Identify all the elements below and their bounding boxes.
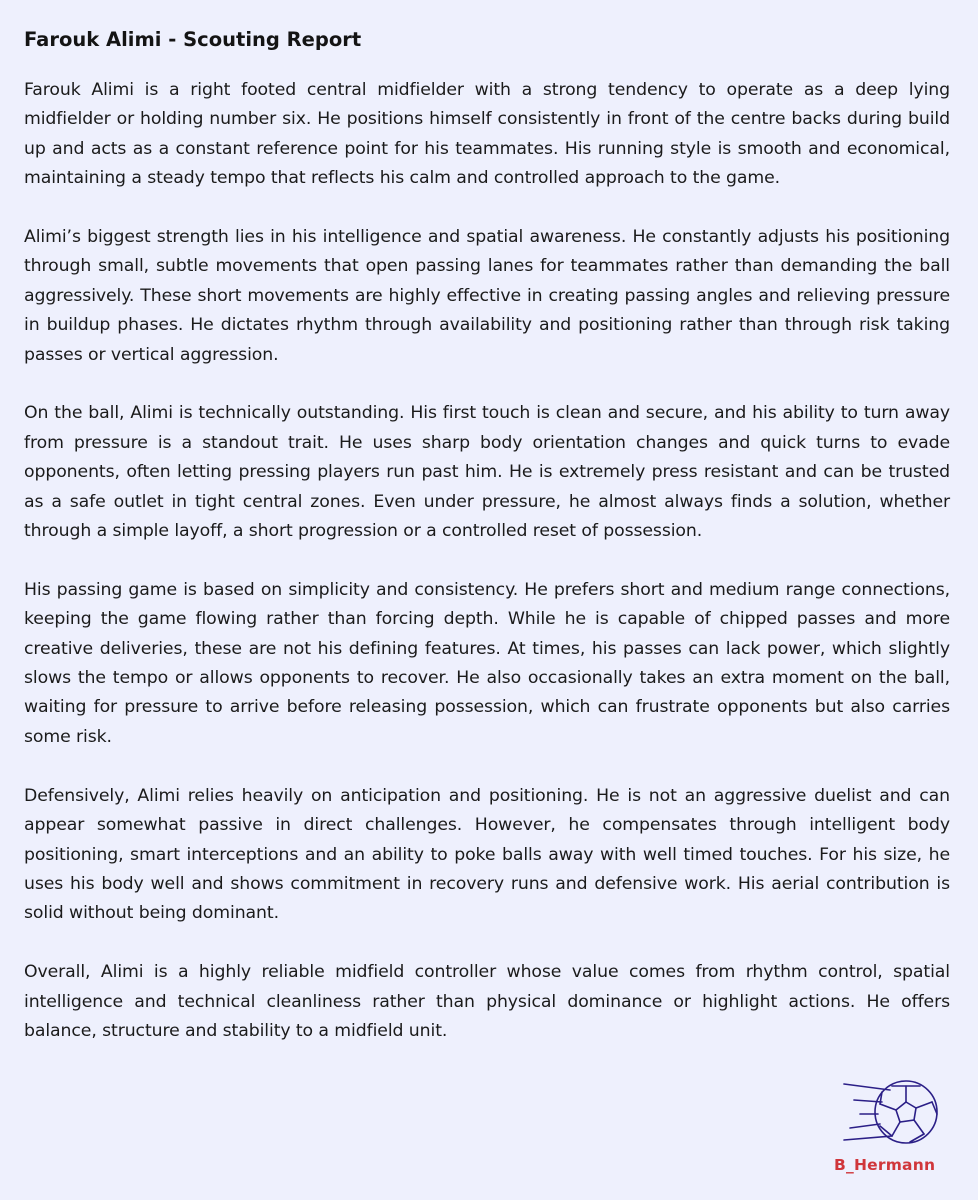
author-logo	[832, 1078, 947, 1178]
paragraph-overall: Overall, Alimi is a highly reliable midfield controller whose value comes from rhythm control, spatial intelligence and technical cleanliness rather than physical dominance or highlight actions. He offers balance, structure and stability to a midfield unit.	[24, 962, 950, 1041]
soccer-ball-icon	[840, 1078, 950, 1150]
paragraph-defending: Defensively, Alimi relies heavily on anticipation and positioning. He is not an aggressive duelist and can appear somewhat passive in direct challenges. However, he compensates through intelligent body positioning, smart interceptions and an ability to poke balls away with well timed touches. For his size, he uses his body well and shows commitment in recovery runs and defensive work. His aerial contribution is solid without being dominant.	[24, 785, 950, 924]
report-title: Farouk Alimi - Scouting Report	[24, 28, 362, 51]
paragraph-intelligence: Alimi’s biggest strength lies in his intelligence and spatial awareness. He constantly adjusts his positioning through small, subtle movements that open passing lanes for teammates rather than demanding the ball aggressively. These short movements are highly effective in creating passing angles and relieving pressure in buildup phases. He dictates rhythm through availability and positioning rather than through risk taking passes or vertical aggression.	[24, 227, 950, 365]
paragraph-on-ball: On the ball, Alimi is technically outstanding. His first touch is clean and secure, and his ability to turn away from pressure is a standout trait. He uses sharp body orientation changes and quick turns to evade opponents, often letting pressing players run past him. He is extremely press resistant and can be trusted as a safe outlet in tight central zones. Even under pressure, he almost always finds a solution, whether through a simple layoff, a short progression or a controlled reset of possession.	[24, 403, 950, 542]
report-document	[24, 22, 950, 1076]
paragraph-passing: His passing game is based on simplicity and consistency. He prefers short and medium range connections, keeping the game flowing rather than forcing depth. While he is capable of chipped passes and more creative deliveries, these are not his defining features. At times, his passes can lack power, which slightly slows the tempo or allows opponents to recover. He also occasionally takes an extra moment on the ball, waiting for pressure to arrive before releasing possession, which can frustrate opponents but also carries some risk.	[24, 579, 950, 747]
author-signature: B_Hermann	[834, 1156, 936, 1174]
paragraph-profile: Farouk Alimi is a right footed central midfielder with a strong tendency to operate as a deep lying midfielder or holding number six. He positions himself consistently in front of the centre backs during build up and acts as a constant reference point for his teammates. His running style is smooth and economical, maintaining a steady tempo that reflects his calm and controlled approach to the game.	[24, 80, 950, 189]
